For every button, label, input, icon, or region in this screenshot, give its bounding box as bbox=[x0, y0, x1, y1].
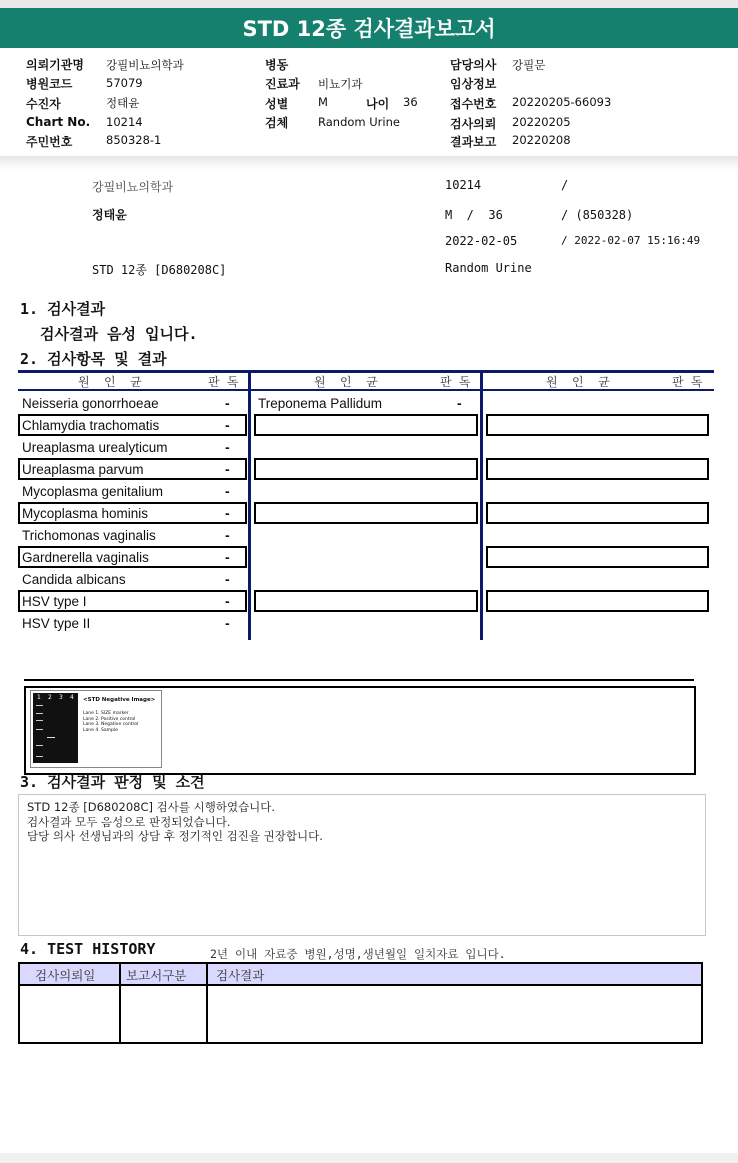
gel-caption-line: Lane 2. Positive control bbox=[83, 716, 136, 722]
history-divider bbox=[119, 964, 121, 1042]
pathogen-name: Mycoplasma genitalium bbox=[22, 484, 164, 499]
label-specimen: 검체 bbox=[265, 116, 289, 130]
history-table bbox=[18, 962, 703, 1044]
label-age: 나이 bbox=[366, 97, 390, 111]
gel-band bbox=[36, 745, 43, 746]
gel-lane-label: 1 bbox=[37, 694, 41, 701]
opinion-line: 검사결과 모두 음성으로 판정되었습니다. bbox=[27, 814, 231, 829]
gel-band bbox=[36, 729, 43, 730]
empty-row-box bbox=[254, 414, 478, 436]
header-pathogen-2: 원 인 균 bbox=[314, 375, 378, 389]
summary-specimen: Random Urine bbox=[445, 261, 532, 275]
gel-lane-label: 4 bbox=[70, 694, 74, 701]
pathogen-name: Gardnerella vaginalis bbox=[22, 550, 149, 565]
gel-band bbox=[36, 713, 43, 714]
gel-lane-label: 3 bbox=[59, 694, 63, 701]
opinion-line: STD 12종 [D680208C] 검사를 시행하였습니다. bbox=[27, 800, 276, 814]
summary-hospital: 강필비뇨의학과 bbox=[92, 180, 174, 194]
value-age: 36 bbox=[403, 95, 418, 109]
section-2-title: 2. 검사항목 및 결과 bbox=[20, 350, 167, 368]
label-request-date: 검사의뢰 bbox=[450, 117, 497, 131]
gel-figure bbox=[30, 690, 162, 768]
opinion-line: 담당 의사 선생님과의 상담 후 정기적인 검진을 권장합니다. bbox=[27, 829, 323, 843]
gel-band bbox=[36, 756, 43, 757]
gel-image-box bbox=[24, 686, 696, 775]
section-1-title: 1. 검사결과 bbox=[20, 300, 106, 318]
empty-row-box bbox=[486, 502, 709, 524]
value-patient: 정태윤 bbox=[106, 96, 140, 110]
pathogen-name: HSV type II bbox=[22, 616, 91, 631]
pathogen-result: - bbox=[225, 417, 230, 433]
empty-row-box bbox=[254, 502, 478, 524]
label-patient: 수진자 bbox=[26, 97, 61, 111]
pathogen-result: - bbox=[225, 505, 230, 521]
bottom-strip bbox=[0, 1153, 738, 1163]
result-summary-text: 검사결과 음성 입니다. bbox=[40, 325, 198, 343]
pathogen-name: Ureaplasma parvum bbox=[22, 462, 144, 477]
label-doctor: 담당의사 bbox=[450, 58, 497, 72]
section-4-title: 4. TEST HISTORY bbox=[20, 940, 156, 958]
pathogen-name: Candida albicans bbox=[22, 572, 126, 587]
pathogen-name: Trichomonas vaginalis bbox=[22, 528, 156, 543]
gel-band bbox=[36, 705, 43, 706]
gel-caption-title: <STD Negative Image> bbox=[83, 697, 156, 703]
pathogen-result: - bbox=[225, 439, 230, 455]
section-3-title: 3. 검사결과 판정 및 소견 bbox=[20, 773, 205, 791]
pathogen-result: - bbox=[457, 395, 462, 411]
pathogen-name: Chlamydia trachomatis bbox=[22, 418, 160, 433]
value-receipt-no: 20220205-66093 bbox=[512, 95, 612, 109]
label-ward: 병동 bbox=[265, 58, 289, 72]
empty-row-box bbox=[486, 590, 709, 612]
pathogen-result: - bbox=[225, 549, 230, 565]
header-result-1: 판 독 bbox=[208, 375, 239, 389]
empty-row-box bbox=[486, 546, 709, 568]
summary-date-reported: / 2022-02-07 15:16:49 bbox=[561, 234, 701, 247]
pathogen-name: Mycoplasma hominis bbox=[22, 506, 149, 521]
label-requester: 의뢰기관명 bbox=[26, 58, 84, 72]
gel-photo bbox=[33, 693, 78, 763]
history-note: 2년 이내 자료중 병원,성명,생년월일 일치자료 입니다. bbox=[210, 947, 506, 961]
label-receipt-no: 접수번호 bbox=[450, 97, 497, 111]
history-header-request-date: 검사의뢰일 bbox=[35, 968, 96, 983]
gel-band bbox=[47, 737, 55, 738]
gel-caption bbox=[83, 711, 138, 733]
label-hospital-code: 병원코드 bbox=[26, 77, 73, 91]
pathogen-result: - bbox=[225, 395, 230, 411]
pathogen-result: - bbox=[225, 593, 230, 609]
summary-chart: 10214 bbox=[445, 178, 482, 192]
empty-row-box bbox=[486, 414, 709, 436]
gel-caption-line: Lane 4. Sample bbox=[83, 727, 118, 733]
label-department: 진료과 bbox=[265, 77, 300, 91]
empty-row-box bbox=[254, 590, 478, 612]
value-chart-no: 10214 bbox=[106, 115, 143, 129]
header-result-3: 판 독 bbox=[672, 375, 703, 389]
pathogen-result: - bbox=[225, 571, 230, 587]
report-title: STD 12종 검사결과보고서 bbox=[0, 8, 738, 48]
header-result-2: 판 독 bbox=[440, 375, 471, 389]
opinion-box bbox=[18, 794, 706, 936]
gel-caption-line: Lane 1. SIZE marker bbox=[83, 711, 129, 716]
label-chart-no: Chart No. bbox=[26, 115, 91, 129]
gel-band bbox=[36, 720, 43, 721]
opinion-text bbox=[27, 800, 323, 844]
value-specimen: Random Urine bbox=[318, 115, 400, 129]
value-sex: M bbox=[318, 95, 328, 109]
header-pathogen-3: 원 인 균 bbox=[546, 375, 610, 389]
empty-row-box bbox=[254, 458, 478, 480]
summary-sex-age: M / 36 bbox=[445, 208, 503, 222]
value-resident-no: 850328-1 bbox=[106, 133, 162, 147]
value-report-date: 20220208 bbox=[512, 133, 571, 147]
value-request-date: 20220205 bbox=[512, 115, 571, 129]
summary-test: STD 12종 [D680208C] bbox=[92, 263, 227, 277]
table-divider-2 bbox=[480, 373, 483, 640]
label-sex: 성별 bbox=[265, 97, 289, 111]
gel-caption-line: Lane 3. Negative control bbox=[83, 722, 139, 727]
table-divider-1 bbox=[248, 373, 251, 640]
value-doctor: 강필문 bbox=[512, 58, 546, 72]
top-strip bbox=[0, 0, 738, 8]
gel-top-rule bbox=[24, 679, 694, 681]
label-report-date: 결과보고 bbox=[450, 135, 497, 149]
pathogen-name: HSV type I bbox=[22, 594, 87, 609]
header-pathogen-1: 원 인 균 bbox=[78, 375, 142, 389]
pathogen-name: Neisseria gonorrhoeae bbox=[22, 396, 159, 411]
value-requester: 강필비뇨의학과 bbox=[106, 58, 184, 72]
summary-patient: 정태윤 bbox=[92, 208, 127, 222]
pathogen-result: - bbox=[225, 615, 230, 631]
value-department: 비뇨기과 bbox=[318, 77, 363, 91]
summary-slash: / bbox=[561, 178, 569, 192]
pathogen-name: Treponema Pallidum bbox=[258, 396, 383, 411]
pathogen-result: - bbox=[225, 527, 230, 543]
gel-lane-label: 2 bbox=[48, 694, 52, 701]
header-divider bbox=[0, 156, 738, 170]
summary-date-received: 2022-02-05 bbox=[445, 234, 518, 248]
history-divider bbox=[206, 964, 208, 1042]
history-header-report-type: 보고서구분 bbox=[126, 968, 187, 983]
summary-birth: / (850328) bbox=[561, 208, 634, 222]
empty-row-box bbox=[486, 458, 709, 480]
pathogen-result: - bbox=[225, 461, 230, 477]
label-clinical-info: 임상정보 bbox=[450, 77, 497, 91]
value-hospital-code: 57079 bbox=[106, 76, 143, 90]
history-header-result: 검사결과 bbox=[216, 968, 265, 983]
label-resident-no: 주민번호 bbox=[26, 135, 73, 149]
pathogen-result: - bbox=[225, 483, 230, 499]
pathogen-name: Ureaplasma urealyticum bbox=[22, 440, 168, 455]
history-header-row bbox=[20, 964, 701, 986]
